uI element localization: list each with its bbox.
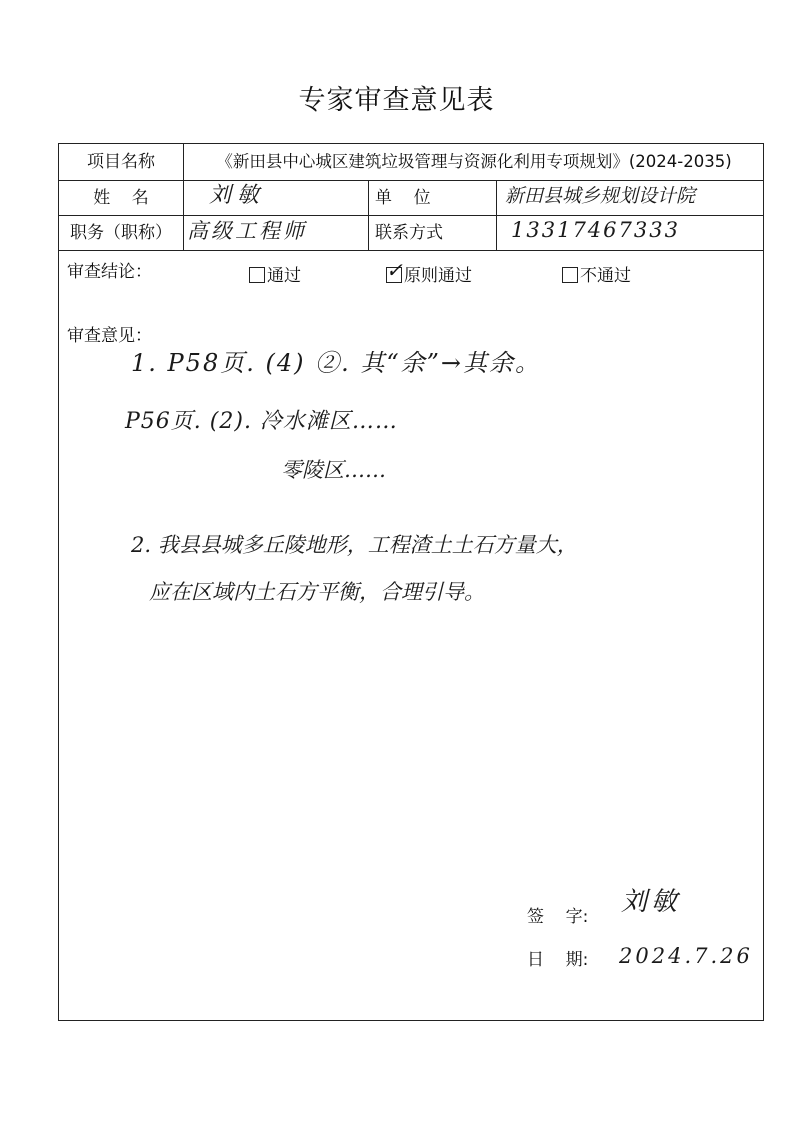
col-divider bbox=[183, 144, 184, 250]
position-handwritten: 高级工程师 bbox=[187, 219, 307, 243]
project-name-label: 项目名称 bbox=[87, 152, 155, 172]
contact-handwritten: 13317467333 bbox=[511, 218, 680, 242]
signature-handwritten: 刘敏 bbox=[621, 887, 682, 917]
row-divider bbox=[59, 180, 763, 181]
col-divider bbox=[496, 180, 497, 250]
opinion-label: 审查意见： bbox=[67, 326, 152, 346]
col-divider bbox=[368, 180, 369, 250]
opinion-line-1: 1. P58页. (4) ②. 其“余”→其余。 bbox=[131, 349, 542, 377]
name-handwritten: 刘敏 bbox=[209, 183, 266, 208]
date-label: 日 期: bbox=[527, 950, 589, 970]
form-title: 专家审查意见表 bbox=[298, 85, 495, 116]
checkbox-pass[interactable] bbox=[249, 267, 265, 283]
contact-label: 联系方式 bbox=[375, 223, 443, 243]
position-label: 职务（职称） bbox=[70, 223, 172, 243]
option-pass[interactable] bbox=[249, 261, 301, 286]
option-pass-label: 通过 bbox=[267, 266, 301, 286]
option-pass-in-principle[interactable] bbox=[386, 258, 472, 286]
opinion-line-4: 2. 我县县城多丘陵地形，工程渣土土石方量大， bbox=[131, 533, 578, 557]
name-label: 姓 名 bbox=[93, 188, 149, 208]
opinion-line-5: 应在区域内土石方平衡，合理引导。 bbox=[149, 580, 485, 604]
review-form bbox=[58, 143, 764, 1021]
date-handwritten: 2024.7.26 bbox=[619, 944, 753, 968]
unit-handwritten: 新田县城乡规划设计院 bbox=[505, 185, 696, 207]
option-fail-label: 不通过 bbox=[580, 266, 631, 286]
conclusion-label: 审查结论： bbox=[67, 262, 152, 282]
row-divider bbox=[59, 215, 763, 216]
row-divider bbox=[59, 250, 763, 251]
checkbox-pass-in-principle[interactable] bbox=[386, 258, 403, 283]
unit-label: 单 位 bbox=[375, 188, 431, 208]
opinion-line-3: 零陵区…… bbox=[281, 458, 386, 482]
signature-label: 签 字: bbox=[527, 907, 589, 927]
opinion-line-2: P56页. (2). 冷水滩区…… bbox=[125, 409, 398, 434]
check-mark-icon: ✓ bbox=[386, 258, 403, 282]
option-fail[interactable] bbox=[562, 261, 631, 286]
project-name-value: 《新田县中心城区建筑垃圾管理与资源化利用专项规划》(2024-2035) bbox=[216, 152, 732, 171]
option-pass-in-principle-label: 原则通过 bbox=[404, 266, 472, 286]
checkbox-fail[interactable] bbox=[562, 267, 578, 283]
